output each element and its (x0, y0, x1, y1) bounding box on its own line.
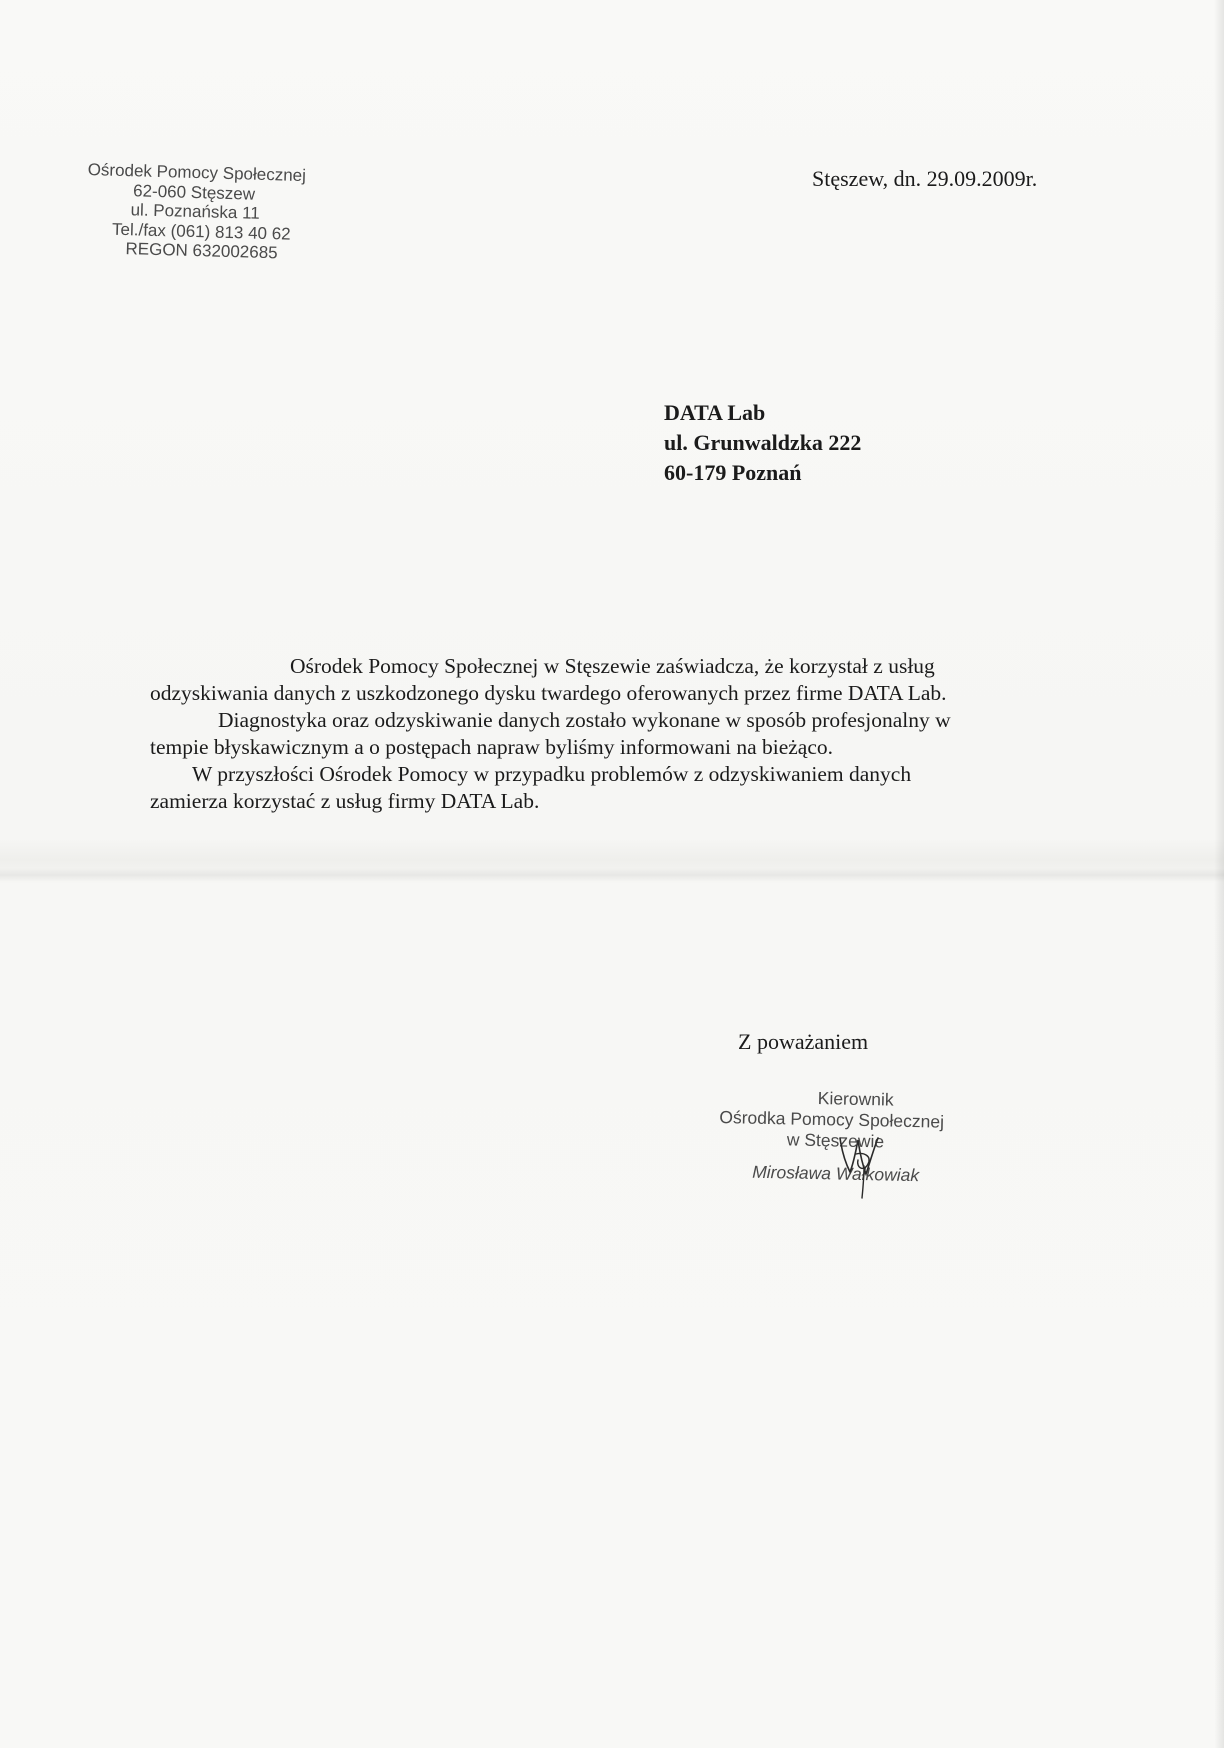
recipient-street: ul. Grunwaldzka 222 (664, 430, 862, 455)
body-line: zamierza korzystać z usług firmy DATA Lab. (150, 789, 540, 813)
paper-edge-shadow (1214, 0, 1224, 1748)
body-line: tempie błyskawicznym a o postępach napraw byliśmy informowani na bieżąco. (150, 735, 834, 759)
letter-date: Stęszew, dn. 29.09.2009r. (812, 166, 1038, 191)
closing-salutation: Z poważaniem (738, 1029, 869, 1054)
body-line: odzyskiwania danych z uszkodzonego dysku twardego oferowanych przez firme DATA Lab. (150, 681, 947, 705)
recipient-city: 60-179 Poznań (664, 460, 802, 485)
sender-stamp-line: ul. Poznańska 11 (130, 200, 261, 223)
sender-stamp-line: Tel./fax (061) 813 40 62 (111, 219, 291, 244)
body-line: Ośrodek Pomocy Społecznej w Stęszewie zaświadcza, że korzystał z usług (290, 654, 935, 678)
handwritten-signature-icon (826, 1132, 896, 1202)
sender-stamp-line: REGON 632002685 (125, 239, 278, 263)
signatory-name: Mirosława Wałkowiak (752, 1161, 920, 1186)
body-line: W przyszłości Ośrodek Pomocy w przypadku problemów z odzyskiwaniem danych (192, 762, 912, 786)
body-line: Diagnostyka oraz odzyskiwanie danych zostało wykonane w sposób profesjonalny w (218, 708, 951, 732)
letter-body (150, 653, 1090, 815)
paper-fold (0, 868, 1224, 882)
recipient-name: DATA Lab (664, 400, 766, 425)
sender-stamp-line: 62-060 Stęszew (132, 180, 256, 204)
sender-stamp-line: Ośrodek Pomocy Społecznej (87, 160, 307, 186)
signature-stamp-line: w Stęszewie (786, 1129, 885, 1152)
recipient-address (664, 398, 861, 488)
sender-stamp (85, 160, 388, 266)
signature-stamp-line: Ośrodka Pomocy Społecznej (719, 1106, 945, 1132)
signature-stamp-line: Kierownik (817, 1088, 894, 1110)
